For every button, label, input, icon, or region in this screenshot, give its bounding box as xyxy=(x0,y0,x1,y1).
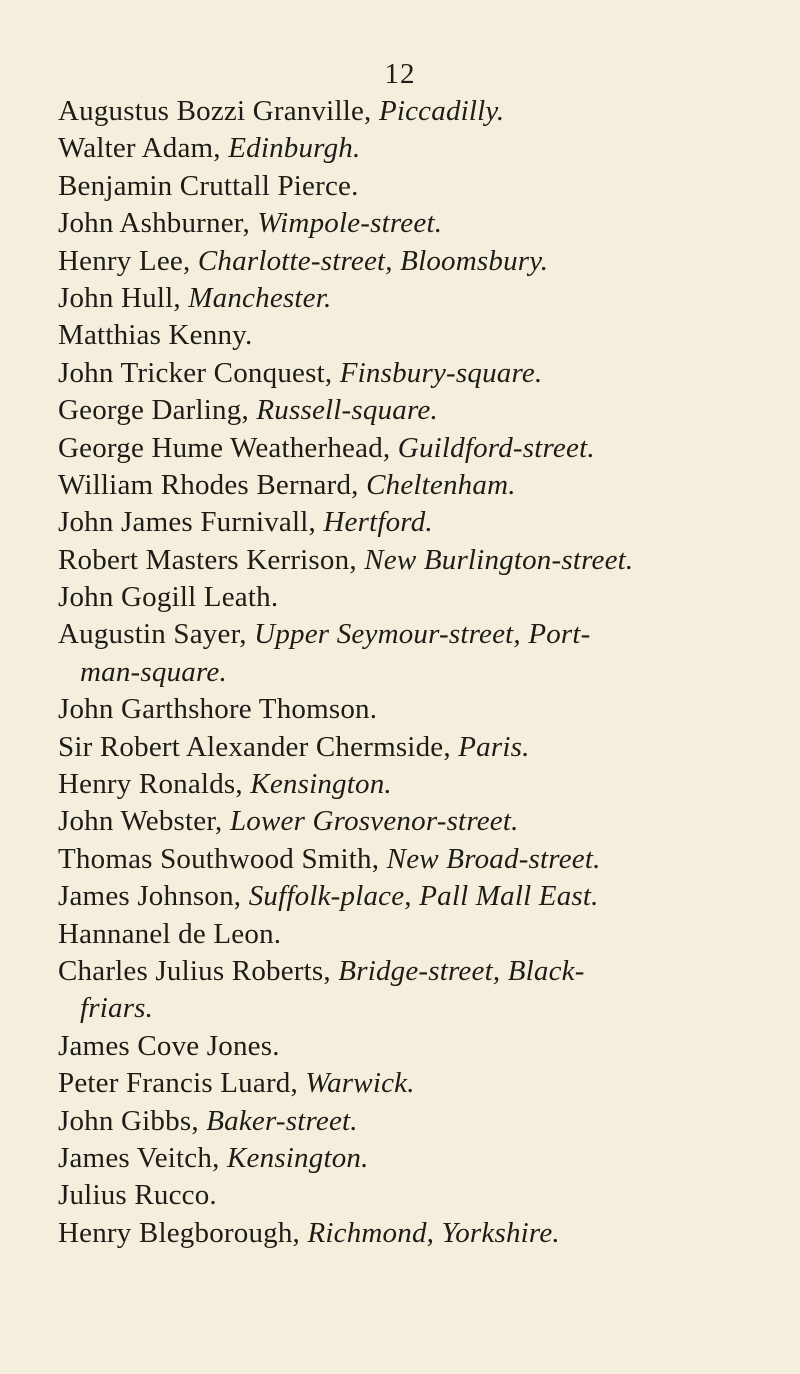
place-name: friars. xyxy=(80,992,154,1025)
person-name: John Ashburner, xyxy=(58,207,250,240)
place-name: Paris. xyxy=(458,730,530,763)
place-name: Baker-street. xyxy=(206,1104,358,1137)
list-item xyxy=(58,1065,788,1102)
person-name: John Gibbs, xyxy=(58,1104,199,1137)
list-item xyxy=(58,616,788,653)
list-item xyxy=(58,243,788,280)
person-name: Robert Masters Kerrison, xyxy=(58,543,357,576)
list-item xyxy=(58,1140,788,1177)
list-item xyxy=(58,1215,788,1252)
person-name: John Tricker Conquest, xyxy=(58,356,333,389)
place-name: Wimpole-street. xyxy=(257,207,443,240)
list-item xyxy=(58,878,788,915)
place-name: Finsbury-square. xyxy=(339,356,543,389)
person-name: Peter Francis Luard, xyxy=(58,1067,298,1100)
person-name: James Johnson, xyxy=(58,880,242,913)
place-name: Cheltenham. xyxy=(366,468,516,501)
place-name: Edinburgh. xyxy=(228,132,361,165)
place-name: Suffolk-place, Pall Mall East. xyxy=(248,880,599,913)
list-item xyxy=(58,430,788,467)
person-name: George Darling, xyxy=(58,394,249,427)
place-name: Upper Seymour-street, Port- xyxy=(254,618,591,651)
place-name: Manchester. xyxy=(188,281,332,314)
person-name: William Rhodes Bernard, xyxy=(58,468,359,501)
list-item xyxy=(58,542,788,579)
list-item xyxy=(58,1177,788,1214)
list-item xyxy=(58,916,788,953)
place-name: New Burlington-street. xyxy=(364,543,634,576)
person-name: Thomas Southwood Smith, xyxy=(58,842,380,875)
list-item xyxy=(58,990,788,1027)
person-name: James Cove Jones. xyxy=(58,1029,280,1062)
place-name: Hertford. xyxy=(323,506,433,539)
list-item xyxy=(58,691,788,728)
list-item xyxy=(58,392,788,429)
list-item xyxy=(58,654,788,691)
person-name: Henry Blegborough, xyxy=(58,1216,301,1249)
person-name: George Hume Weatherhead, xyxy=(58,431,391,464)
person-name: John Gogill Leath. xyxy=(58,581,279,614)
list-item xyxy=(58,953,788,990)
place-name: Kensington. xyxy=(250,768,392,801)
list-item xyxy=(58,467,788,504)
person-name: Benjamin Cruttall Pierce. xyxy=(58,169,359,202)
person-name: John Garthshore Thomson. xyxy=(58,693,378,726)
person-name: Charles Julius Roberts, xyxy=(58,954,331,987)
list-item xyxy=(58,504,788,541)
place-name: Russell-square. xyxy=(256,394,438,427)
list-item xyxy=(58,579,788,616)
person-name: Augustin Sayer, xyxy=(58,618,247,651)
person-name: John Hull, xyxy=(58,281,181,314)
person-name: Henry Lee, xyxy=(58,244,191,277)
member-list xyxy=(58,93,788,1252)
list-item xyxy=(58,803,788,840)
person-name: John Webster, xyxy=(58,805,223,838)
place-name: Bridge-street, Black- xyxy=(338,954,585,987)
place-name: Charlotte-street, Bloomsbury. xyxy=(197,244,549,277)
list-item xyxy=(58,130,788,167)
list-item xyxy=(58,841,788,878)
person-name: Hannanel de Leon. xyxy=(58,917,282,950)
person-name: Matthias Kenny. xyxy=(58,319,253,352)
place-name: Richmond, Yorkshire. xyxy=(307,1216,560,1249)
list-item xyxy=(58,729,788,766)
person-name: John James Furnivall, xyxy=(58,506,316,539)
list-item xyxy=(58,1103,788,1140)
person-name: James Veitch, xyxy=(58,1141,220,1174)
person-name: Augustus Bozzi Granville, xyxy=(58,95,372,127)
place-name: Warwick. xyxy=(305,1067,415,1100)
place-name: New Broad-street. xyxy=(386,842,601,875)
list-item xyxy=(58,317,788,354)
list-item xyxy=(58,1028,788,1065)
person-name: Henry Ronalds, xyxy=(58,768,243,801)
place-name: Guildford-street. xyxy=(397,431,595,464)
list-item xyxy=(58,93,788,130)
list-item xyxy=(58,355,788,392)
place-name: man-square. xyxy=(80,655,227,688)
person-name: Julius Rucco. xyxy=(58,1179,217,1212)
place-name: Lower Grosvenor-street. xyxy=(229,805,519,838)
place-name: Piccadilly. xyxy=(378,95,505,127)
person-name: Sir Robert Alexander Chermside, xyxy=(58,730,451,763)
person-name: Walter Adam, xyxy=(58,132,221,165)
list-item xyxy=(58,766,788,803)
page-number: 12 xyxy=(384,58,416,90)
list-item xyxy=(58,205,788,242)
list-item xyxy=(58,280,788,317)
list-item xyxy=(58,168,788,205)
place-name: Kensington. xyxy=(227,1141,369,1174)
